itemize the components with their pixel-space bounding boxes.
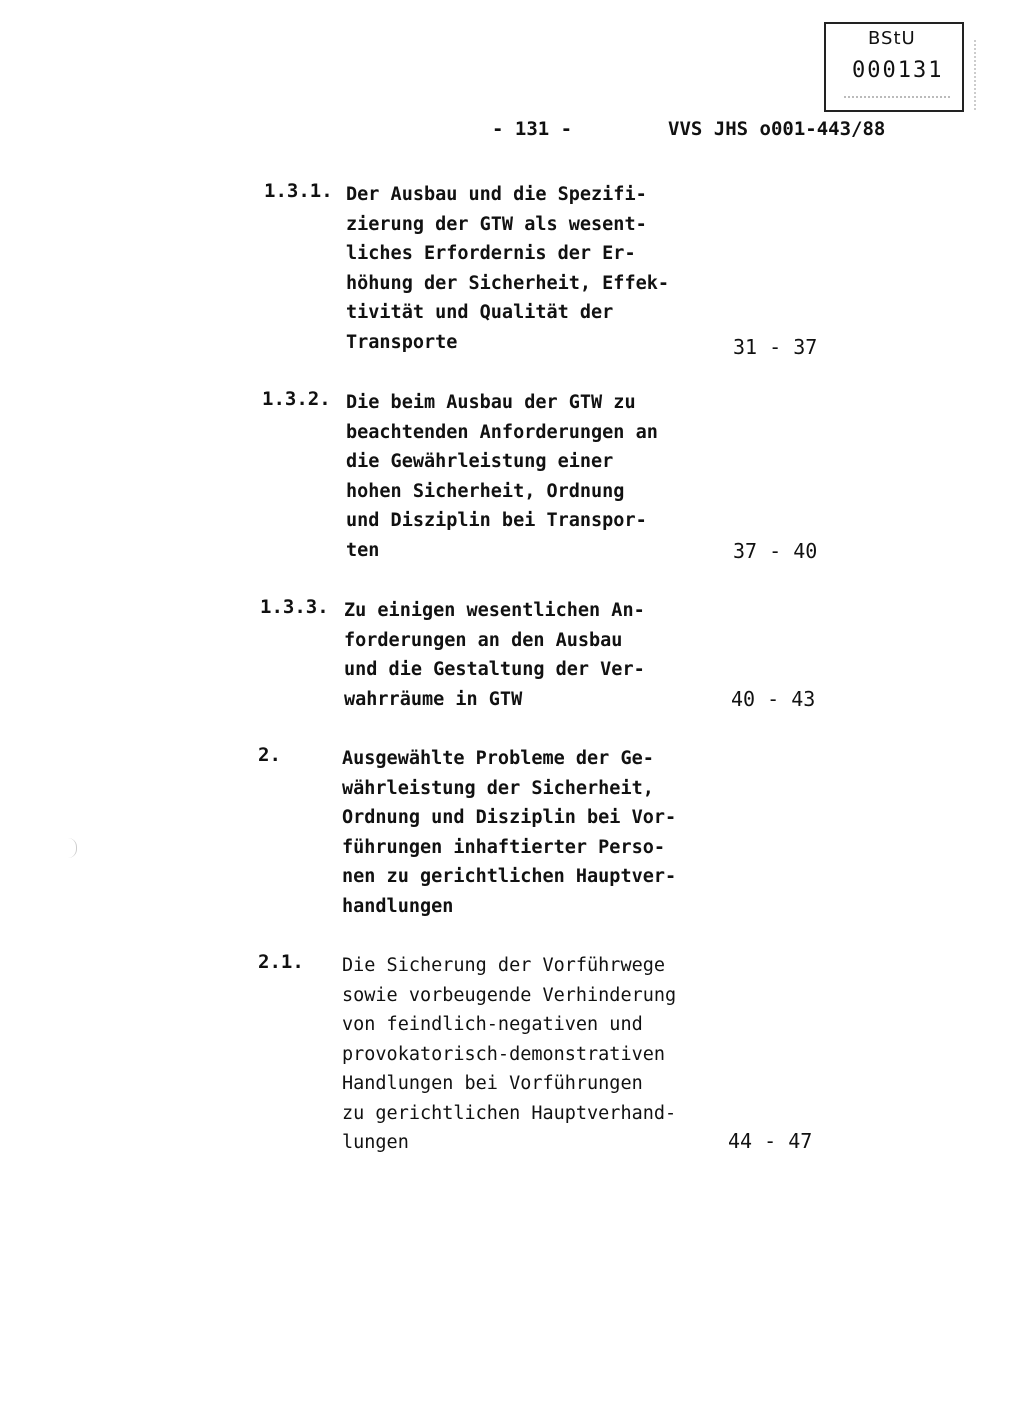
entry-number: 1.3.1. [264,180,333,202]
document-reference: VVS JHS o001-443/88 [668,118,886,140]
stamp-dotted-line [844,96,950,98]
entry-text: Der Ausbau und die Spezifi- zierung der GTW als wesent- liches Erfordernis der Er- höhung der Sicherheit, Effek- tivität und Qualität der Transporte [346,184,670,353]
archive-stamp [824,22,964,112]
entry-text: Ausgewählte Probleme der Ge- währleistung der Sicherheit, Ordnung und Disziplin bei Vor- führungen inhaftierter Perso- nen zu gerichtlichen Hauptver- handlungen [342,748,677,917]
margin-mark [68,838,77,858]
entry-number: 2. [258,744,281,766]
entry-text: Die Sicherung der Vorführwege sowie vorbeugende Verhinderung von feindlich-negativen und provokatorisch-demonstrativen Handlungen bei Vorführungen zu gerichtlichen Hauptverhand- lungen [342,955,677,1153]
entry-text: Zu einigen wesentlichen An- forderungen an den Ausbau und die Gestaltung der Ver- wahrräume in GTW [344,600,645,710]
entry-pages: 31 - 37 [733,335,818,359]
edge-marks [974,40,980,110]
entry-pages: 37 - 40 [733,539,818,563]
entry-text: Die beim Ausbau der GTW zu beachtenden Anforderungen an die Gewährleistung einer hohen Sicherheit, Ordnung und Disziplin bei Transpor- ten [346,392,658,561]
entry-pages: 40 - 43 [731,687,816,711]
entry-pages: 44 - 47 [728,1129,813,1153]
page-number: - 131 - [492,118,573,140]
stamp-number: 000131 [852,58,944,83]
entry-number: 1.3.2. [262,388,331,410]
entry-number: 1.3.3. [260,596,329,618]
entry-number: 2.1. [258,951,304,973]
stamp-label: BStU [868,28,916,49]
